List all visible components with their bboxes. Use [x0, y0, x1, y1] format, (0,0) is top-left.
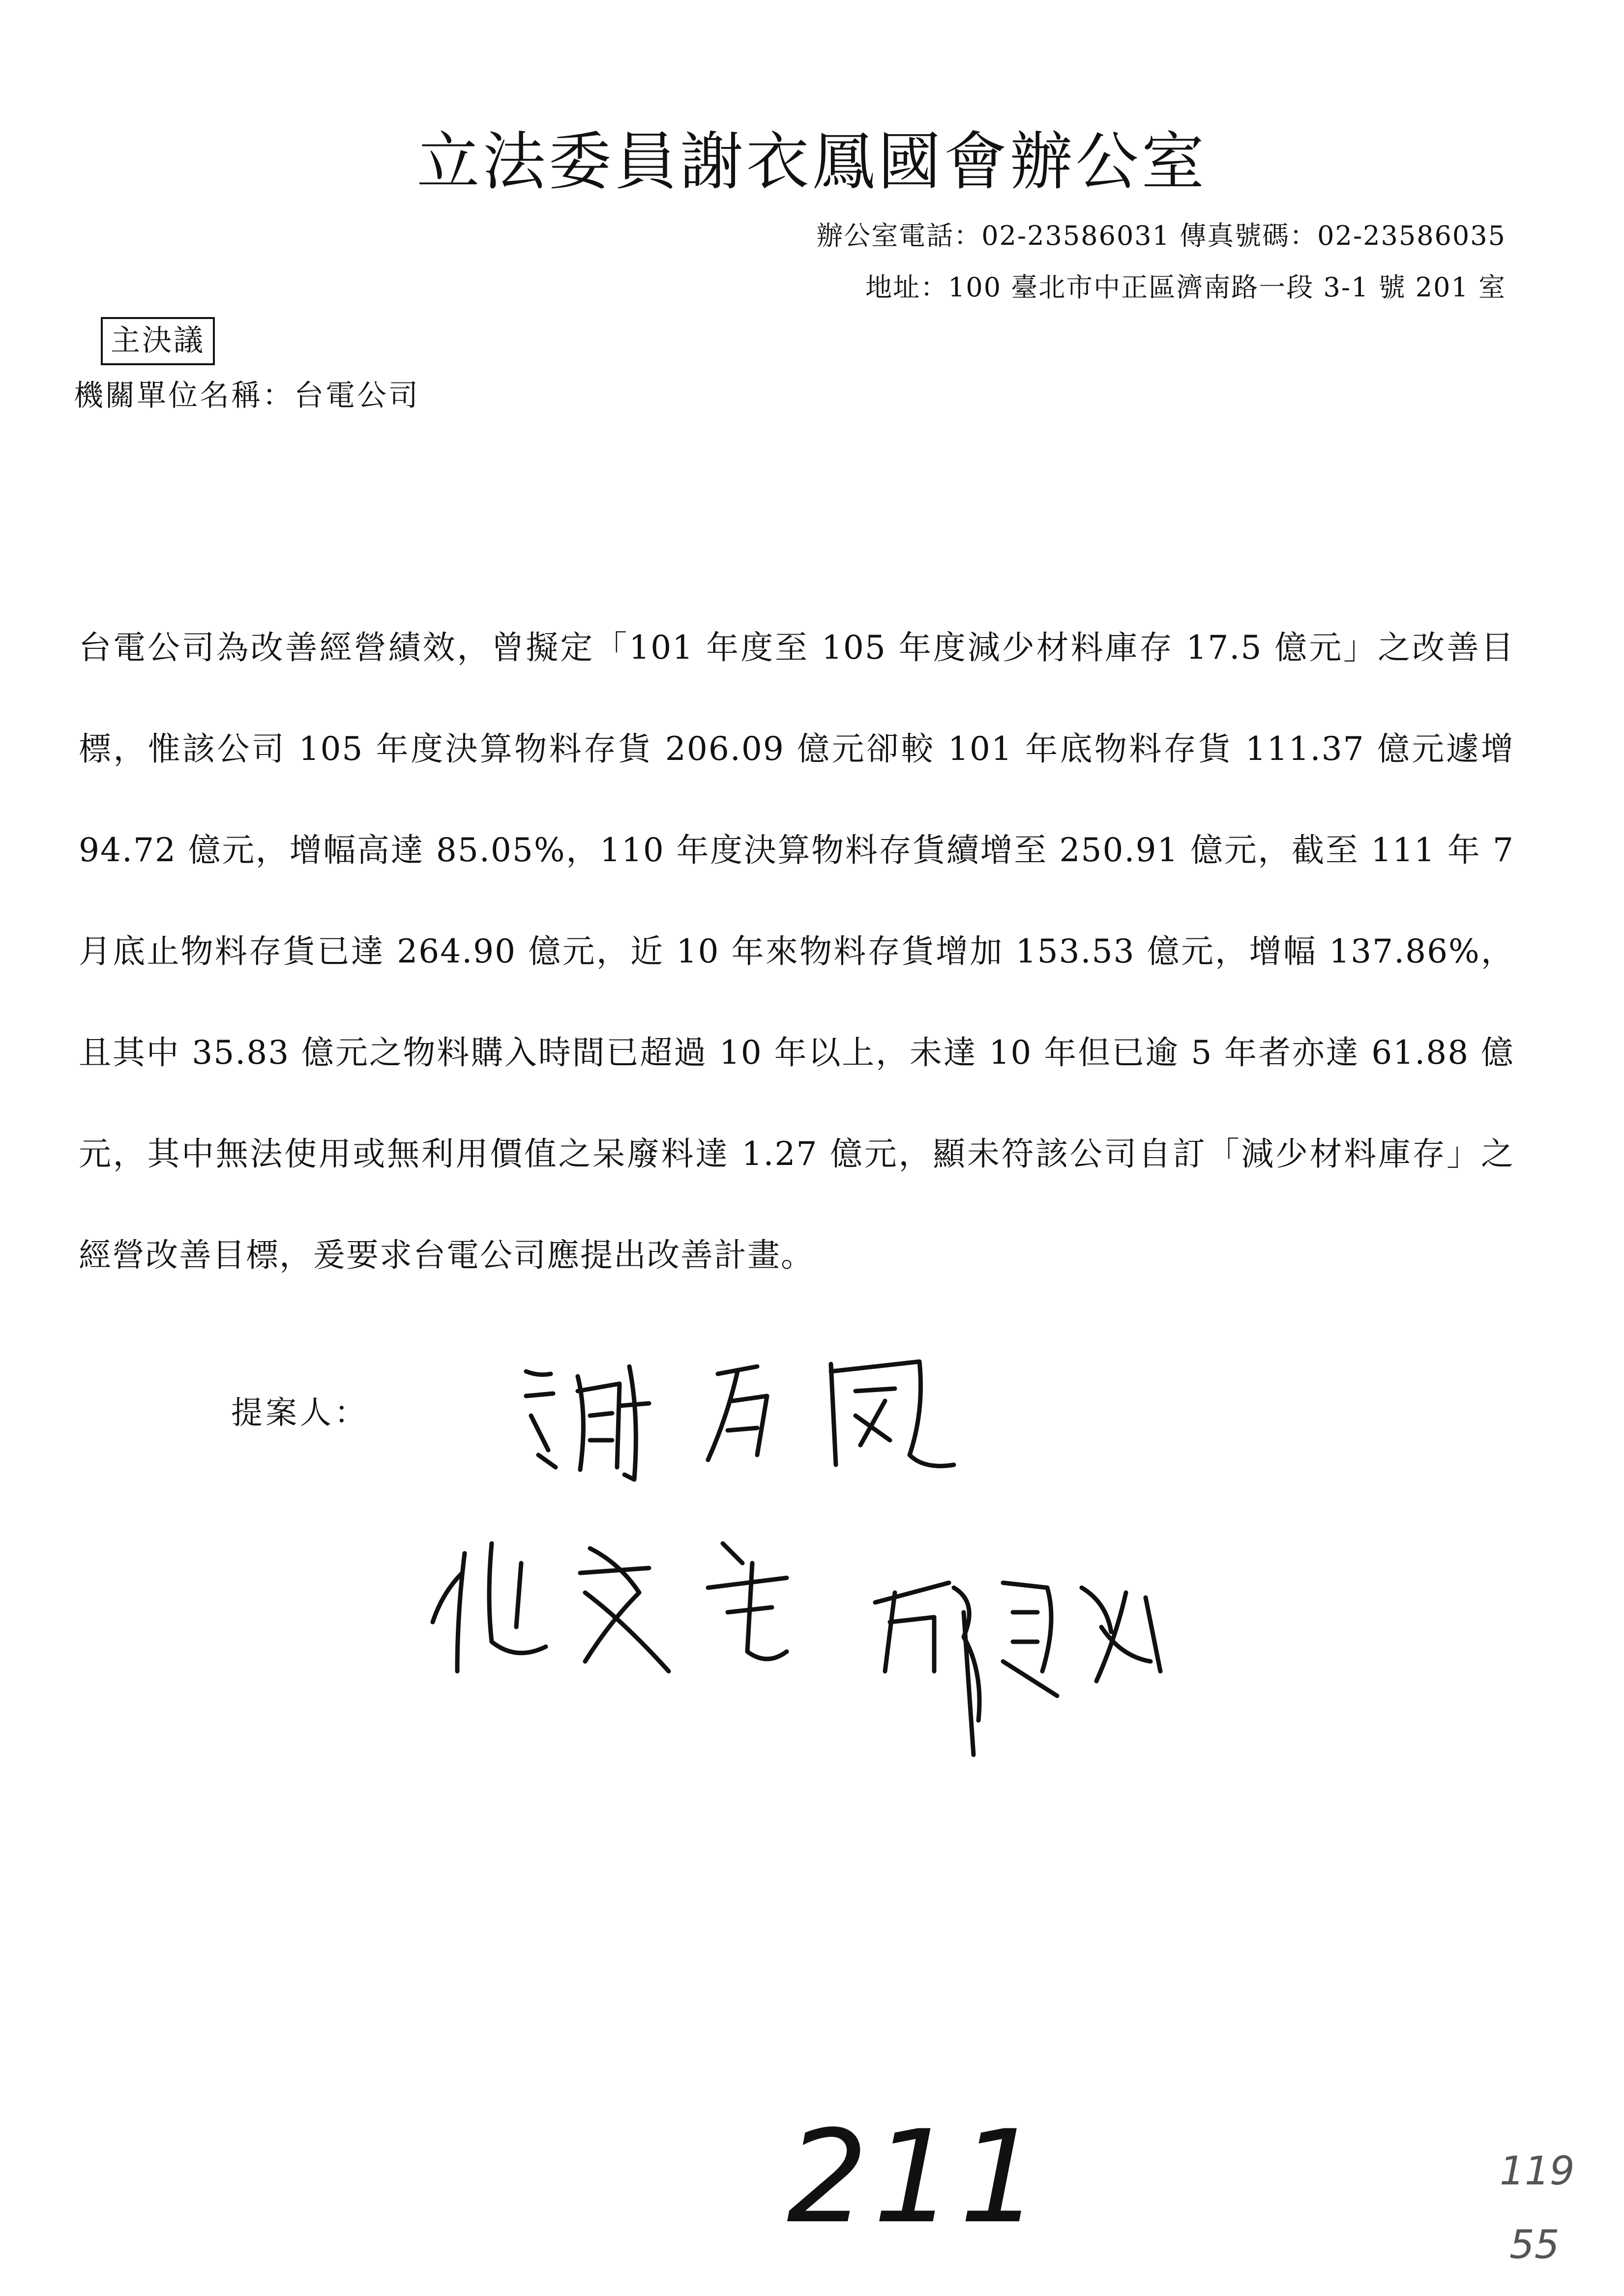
- office-title: 立法委員謝衣鳳國會辦公室: [416, 125, 1208, 199]
- signature-1: [526, 1362, 954, 1480]
- signature-2: [433, 1543, 787, 1671]
- margin-mark-number: 119: [1500, 2148, 1575, 2194]
- agency-name: 機關單位名稱：台電公司: [74, 378, 420, 413]
- contact-phone-fax: 辦公室電話：02-23586031 傳真號碼：02-23586035: [816, 220, 1506, 251]
- page-number: 211: [787, 2103, 1046, 2252]
- margin-mark-initials: 55: [1509, 2222, 1560, 2267]
- signature-3: [875, 1583, 1160, 1755]
- proposer-label: 提案人：: [231, 1395, 369, 1431]
- resolution-body: 台電公司為改善經營績效，曾擬定「101 年度至 105 年度減少材料庫存 17.5 億元」之改善目標，惟該公司 105 年度決算物料存貨 206.09 億元卻較 101 年底物料存貨 111.37 億元遽增 94.72 億元，增幅高達 85.05%，110 年度決算物料存貨續增至 250.91 億元，截至 111 年 7 月底止物料存貨已達 264.90 億元，近 10 年來物料存貨增加 153.53 億元，增幅 137.86%，且其中 35.83 億元之物料購入時間已超過 10 年以上，未達 10 年但已逾 5 年者亦達 61.88 億元，其中無法使用或無利用價值之呆廢料達 1.27 億元，顯未符該公司自訂「減少材料庫存」之經營改善目標，爰要求台電公司應提出改善計畫。: [79, 629, 1514, 1274]
- resolution-type-badge: 主決議: [101, 317, 215, 365]
- office-address: 地址：100 臺北市中正區濟南路一段 3-1 號 201 室: [865, 272, 1506, 303]
